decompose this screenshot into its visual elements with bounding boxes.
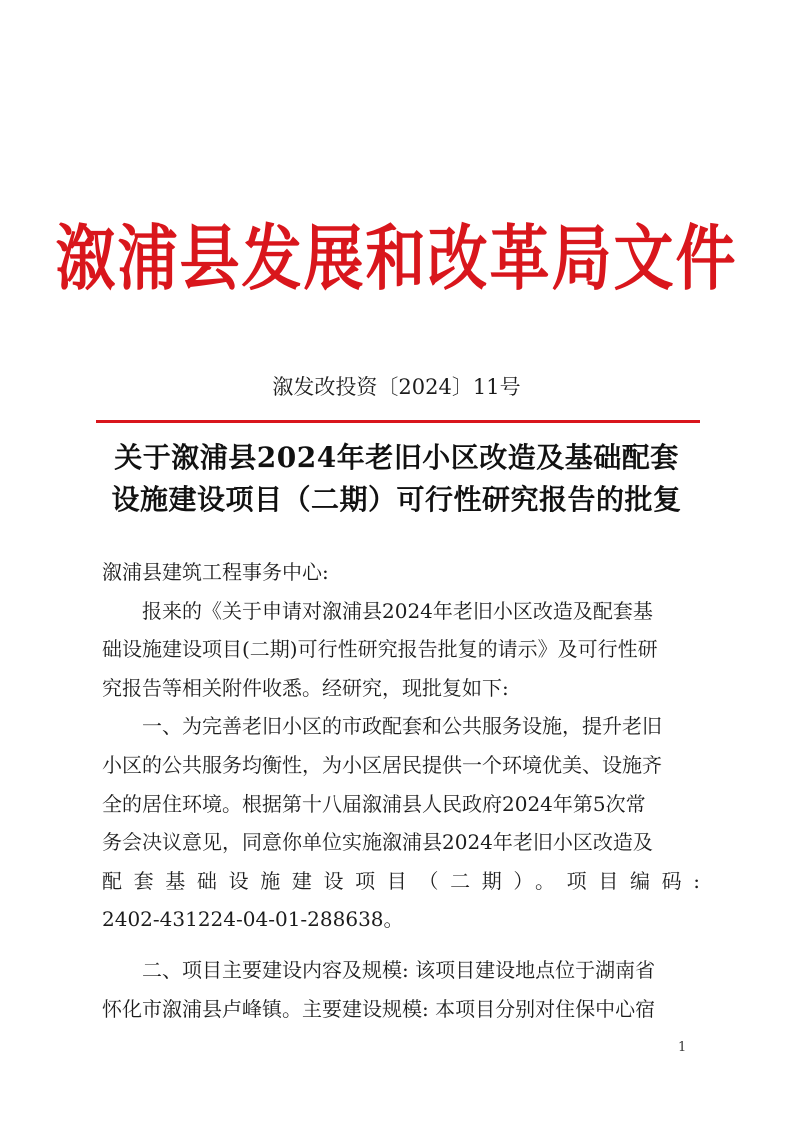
body-line-1: 报来的《关于申请对溆浦县2024年老旧小区改造及配套基 — [142, 598, 653, 623]
body-line-8: 配套基础设施建设项目（二期）。项目编码: — [102, 868, 700, 893]
red-divider-rule — [96, 420, 700, 423]
body-line-3: 究报告等相关附件收悉。经研究，现批复如下: — [102, 675, 509, 700]
title-line-1: 关于溆浦县2024年老旧小区改造及基础配套 — [114, 441, 679, 474]
document-title — [60, 437, 733, 521]
body-line-4: 一、为完善老旧小区的市政配套和公共服务设施，提升老旧 — [142, 714, 662, 739]
title-line-2: 设施建设项目（二期）可行性研究报告的批复 — [111, 483, 682, 516]
page-number: 1 — [678, 1040, 687, 1055]
document-body — [102, 553, 700, 1028]
body-line-7: 务会决议意见，同意你单位实施溆浦县2024年老旧小区改造及 — [102, 830, 653, 855]
addressee-line: 溆浦县建筑工程事务中心: — [102, 560, 329, 584]
project-code-line: 2402-431224-04-01-288638。 — [102, 907, 404, 932]
body-line-2: 础设施建设项目(二期)可行性研究报告批复的请示》及可行性研 — [102, 637, 658, 662]
body-line-11: 怀化市溆浦县卢峰镇。主要建设规模: 本项目分别对住保中心宿 — [102, 996, 656, 1021]
body-line-6: 全的居住环境。根据第十八届溆浦县人民政府2024年第5次常 — [102, 791, 646, 816]
document-number: 溆发改投资〔2024〕11号 — [272, 375, 521, 399]
masthead-title: 溆浦县发展和改革局文件 — [55, 217, 738, 301]
paragraph-gap — [102, 939, 700, 951]
body-line-10: 二、项目主要建设内容及规模: 该项目建设地点位于湖南省 — [142, 957, 656, 982]
body-line-5: 小区的公共服务均衡性，为小区居民提供一个环境优美、设施齐 — [102, 752, 662, 777]
